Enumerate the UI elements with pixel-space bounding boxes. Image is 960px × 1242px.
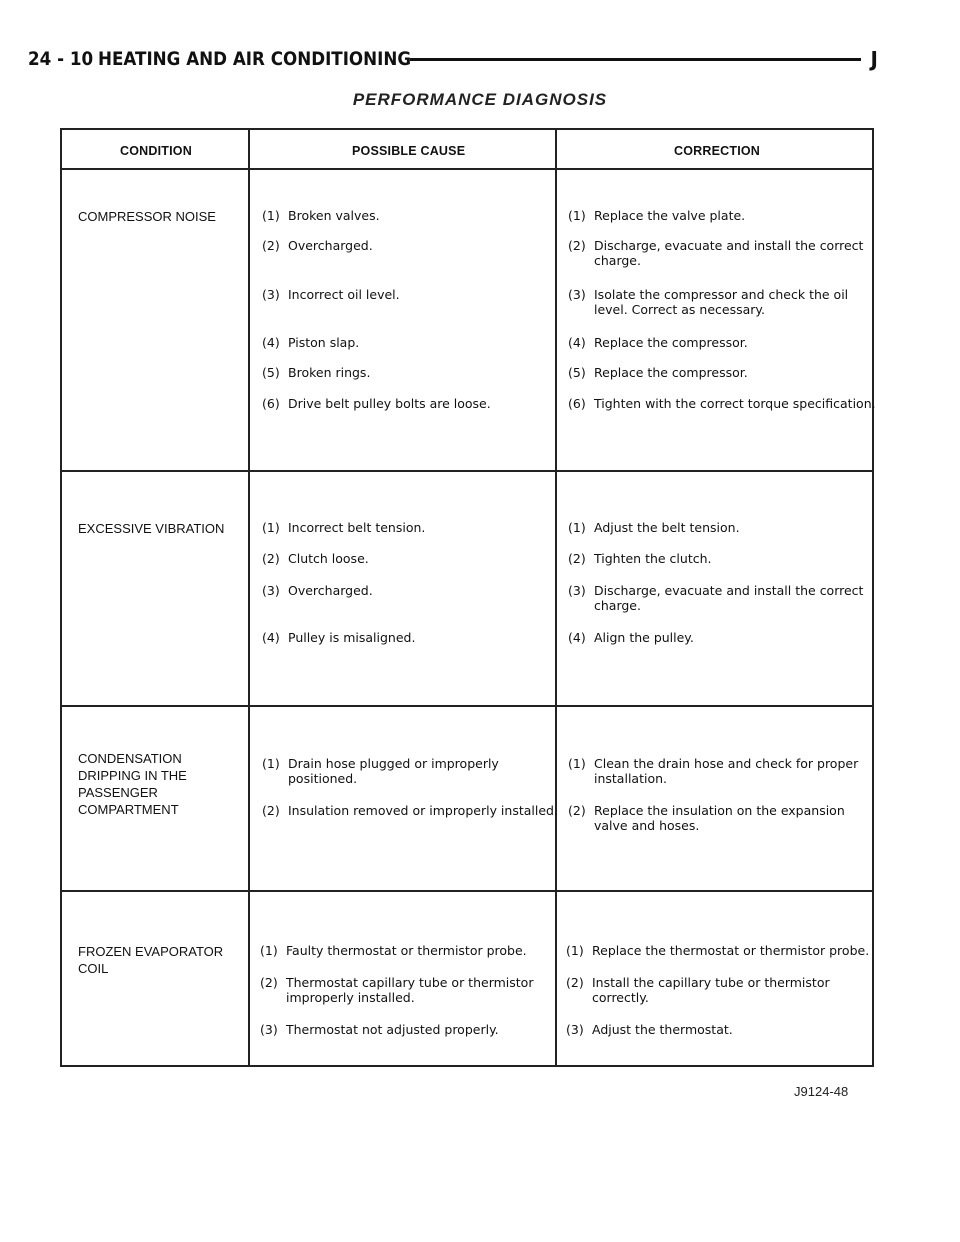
cause-item: (5) Broken rings. <box>262 365 371 380</box>
cause-item: (4) Piston slap. <box>262 335 360 350</box>
header-correction: CORRECTION <box>674 144 761 158</box>
page-number: 24 - 10 <box>28 48 94 70</box>
header-divider <box>62 168 872 170</box>
cause-item: (3) Overcharged. <box>262 583 373 598</box>
correction-item: (5) Replace the compressor. <box>568 365 748 380</box>
cause-item: (2) Overcharged. <box>262 238 373 253</box>
condition-cell: CONDENSATION DRIPPING IN THE PASSENGER COMPARTMENT <box>78 751 187 817</box>
correction-item: (2) Discharge, evacuate and install the correct charge. <box>568 238 864 268</box>
row-divider <box>62 705 872 707</box>
row-divider <box>62 890 872 892</box>
diagnosis-table <box>60 128 874 1067</box>
section-title: HEATING AND AIR CONDITIONING <box>98 48 412 70</box>
correction-item: (4) Align the pulley. <box>568 630 694 645</box>
correction-item: (1) Replace the thermostat or thermistor probe. <box>566 943 870 958</box>
cause-item: (1) Drain hose plugged or improperly positioned. <box>262 756 499 786</box>
condition-cell: FROZEN EVAPORATOR COIL <box>78 944 224 976</box>
cause-item: (3) Thermostat not adjusted properly. <box>260 1022 499 1037</box>
cause-item: (2) Thermostat capillary tube or thermistor improperly installed. <box>260 975 534 1005</box>
correction-item: (2) Install the capillary tube or thermistor correctly. <box>566 975 830 1005</box>
page-title: PERFORMANCE DIAGNOSIS <box>352 90 608 109</box>
cause-item: (1) Broken valves. <box>262 208 380 223</box>
correction-item: (6) Tighten with the correct torque specification. <box>568 396 876 411</box>
correction-item: (3) Discharge, evacuate and install the correct charge. <box>568 583 864 613</box>
correction-item: (1) Clean the drain hose and check for proper installation. <box>568 756 859 786</box>
condition-cell: EXCESSIVE VIBRATION <box>78 521 225 536</box>
correction-item: (4) Replace the compressor. <box>568 335 748 350</box>
brand-letter: J <box>870 47 878 71</box>
row-divider <box>62 470 872 472</box>
correction-item: (2) Tighten the clutch. <box>568 551 712 566</box>
correction-item: (1) Replace the valve plate. <box>568 208 746 223</box>
page-header <box>28 44 878 74</box>
column-divider <box>248 130 250 1065</box>
correction-item: (1) Adjust the belt tension. <box>568 520 740 535</box>
condition-cell: COMPRESSOR NOISE <box>78 209 216 224</box>
header-possible-cause: POSSIBLE CAUSE <box>352 144 466 158</box>
cause-item: (1) Faulty thermostat or thermistor probe. <box>260 943 527 958</box>
cause-item: (6) Drive belt pulley bolts are loose. <box>262 396 491 411</box>
correction-item: (3) Adjust the thermostat. <box>566 1022 733 1037</box>
column-divider <box>555 130 557 1065</box>
correction-item: (2) Replace the insulation on the expansion valve and hoses. <box>568 803 845 833</box>
cause-item: (4) Pulley is misaligned. <box>262 630 416 645</box>
cause-item: (3) Incorrect oil level. <box>262 287 400 302</box>
header-condition: CONDITION <box>120 144 192 158</box>
cause-item: (2) Insulation removed or improperly installed. <box>262 803 558 818</box>
header-rule <box>410 58 861 61</box>
correction-item: (3) Isolate the compressor and check the oil level. Correct as necessary. <box>568 287 849 317</box>
cause-item: (1) Incorrect belt tension. <box>262 520 426 535</box>
figure-id: J9124-48 <box>794 1084 849 1099</box>
cause-item: (2) Clutch loose. <box>262 551 369 566</box>
